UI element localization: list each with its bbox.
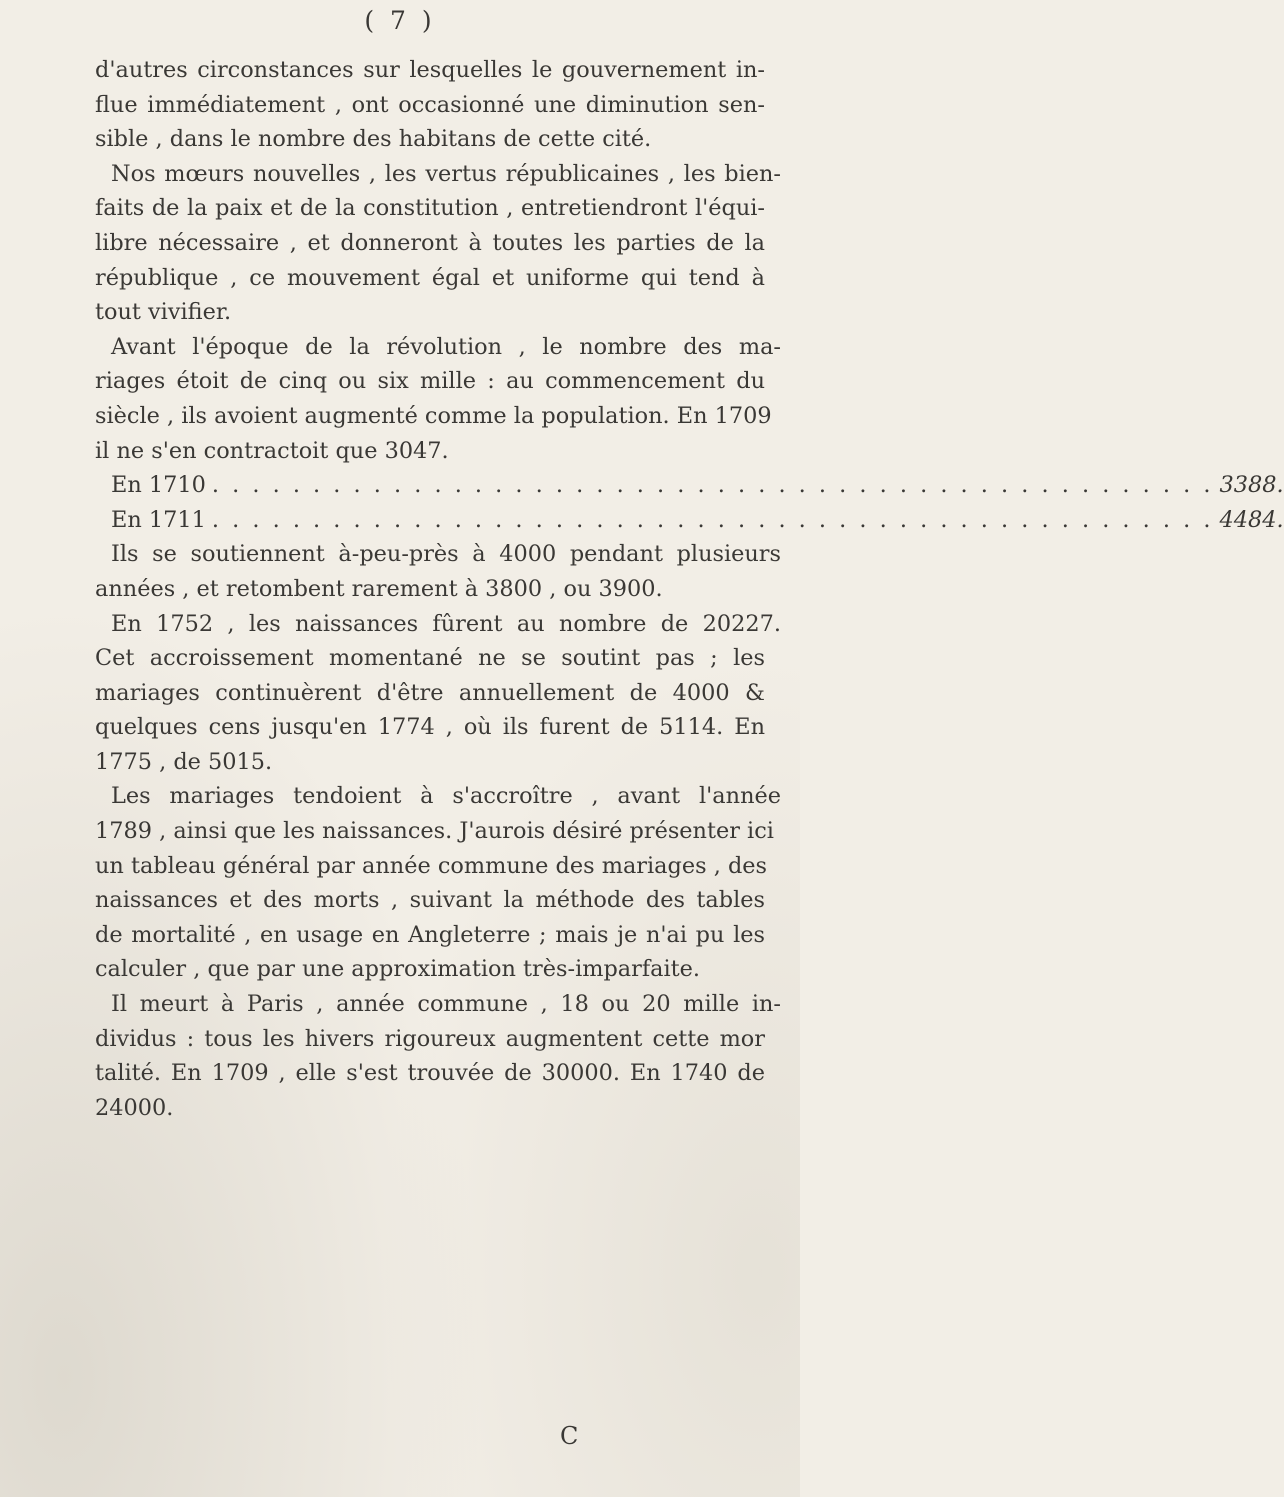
text-line: Nos mœurs nouvelles , les vertus républicaines , les bien- — [111, 160, 781, 187]
text-line: faits de la paix et de la constitution , entretiendront l'équi- — [95, 195, 765, 222]
text-line: années , et retombent rarement à 3800 , ou 3900. — [95, 575, 663, 602]
table-row — [95, 503, 1284, 538]
dot-leader: . . . . . . . . . . . . . . . . . . . . . . . . . . . . . . . . . . . . . . . . . . . . . . . . . . — [211, 506, 1214, 533]
dot-leader: . . . . . . . . . . . . . . . . . . . . . . . . . . . . . . . . . . . . . . . . . . . . . . . . . . — [211, 472, 1214, 499]
signature-mark: C — [560, 1422, 579, 1450]
text-line: Il meurt à Paris , année commune , 18 ou 20 mille in- — [111, 991, 781, 1018]
text-line: naissances et des morts , suivant la méthode des tables — [95, 887, 765, 914]
text-line: Ils se soutiennent à-peu-près à 4000 pendant plusieurs — [111, 541, 781, 568]
text-line: 1789 , ainsi que les naissances. J'aurois désiré présenter ici — [95, 818, 774, 845]
text-line: flue immédiatement , ont occasionné une diminution sen- — [95, 91, 765, 118]
row-label: En 1711 — [111, 506, 206, 533]
page-number: ( 7 ) — [364, 6, 436, 35]
text-line: tout vivifier. — [95, 299, 232, 326]
text-line: quelques cens jusqu'en 1774 , où ils furent de 5114. En — [95, 714, 765, 741]
text-line: il ne s'en contractoit que 3047. — [95, 437, 449, 464]
text-line: d'autres circonstances sur lesquelles le gouvernement in- — [95, 57, 765, 83]
text-line: riages étoit de cinq ou six mille : au commencement du — [95, 368, 765, 395]
row-value: 3388. — [1219, 472, 1284, 499]
text-line: de mortalité , en usage en Angleterre ; mais je n'ai pu les — [95, 921, 765, 948]
text-line: libre nécessaire , et donneront à toutes les parties de la — [95, 229, 765, 256]
text-line: république , ce mouvement égal et uniforme qui tend à — [95, 264, 765, 291]
text-line: dividus : tous les hivers rigoureux augmentent cette mor — [95, 1025, 765, 1052]
text-line: un tableau général par année commune des mariages , des — [95, 852, 768, 879]
row-value: 4484. — [1219, 506, 1284, 533]
text-line: 24000. — [95, 1094, 174, 1121]
text-line: Cet accroissement momentané ne se soutint pas ; les — [95, 645, 765, 672]
text-line: calculer , que par une approximation très-imparfaite. — [95, 956, 701, 983]
text-line: sible , dans le nombre des habitans de cette cité. — [95, 126, 652, 153]
row-label: En 1710 — [111, 472, 206, 499]
text-line: 1775 , de 5015. — [95, 748, 273, 775]
body-text — [95, 53, 1284, 1125]
text-line: Avant l'époque de la révolution , le nombre des ma- — [111, 333, 781, 360]
text-line: mariages continuèrent d'être annuellement de 4000 & — [95, 679, 765, 706]
table-row — [95, 468, 1284, 503]
text-line: siècle , ils avoient augmenté comme la population. En 1709 — [95, 402, 772, 429]
text-line: En 1752 , les naissances fûrent au nombre de 20227. — [111, 610, 781, 637]
text-line: talité. En 1709 , elle s'est trouvée de 30000. En 1740 de — [95, 1060, 765, 1087]
text-line: Les mariages tendoient à s'accroître , avant l'année — [111, 783, 781, 810]
